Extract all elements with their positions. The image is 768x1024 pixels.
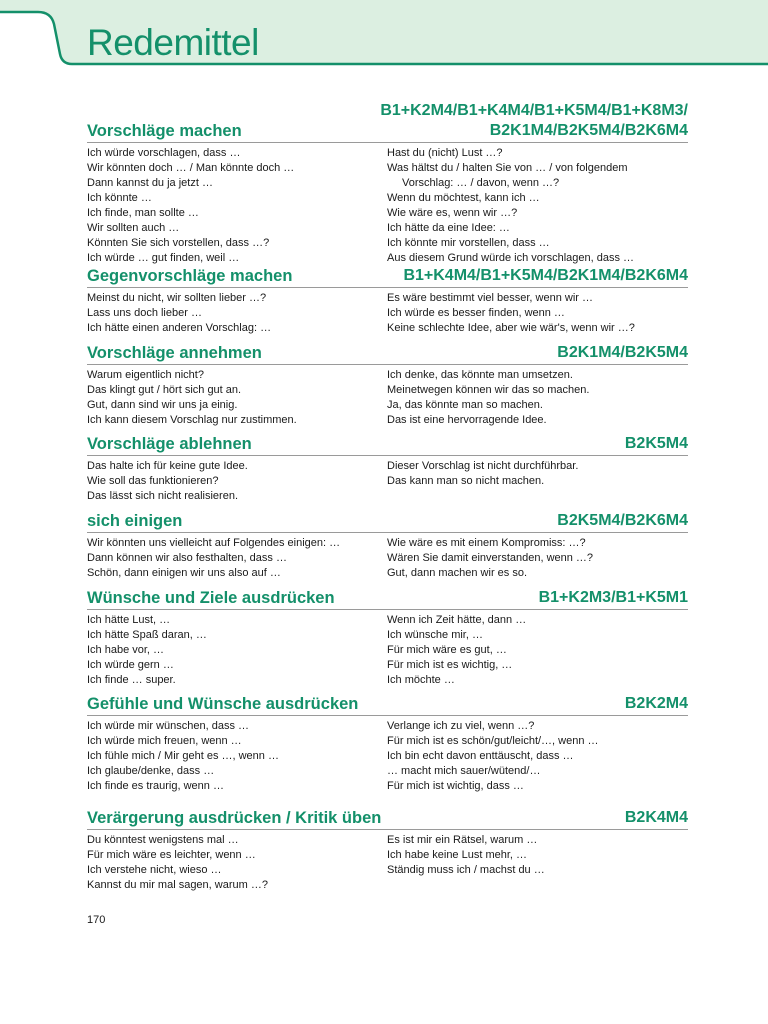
phrase: Ich würde mich freuen, wenn … (87, 735, 242, 747)
phrase: Ich bin echt davon enttäuscht, dass … (387, 750, 574, 762)
phrase: Gut, dann sind wir uns ja einig. (87, 399, 238, 411)
left-column (87, 719, 387, 794)
phrase: Ich würde vorschlagen, dass … (87, 147, 241, 159)
section-header (87, 434, 688, 456)
section-title: Wünsche und Ziele ausdrücken (87, 589, 335, 607)
right-column (387, 146, 688, 266)
phrase: Ich finde, man sollte … (87, 207, 199, 219)
phrase: Wir könnten doch … / Man könnte doch … (87, 162, 295, 174)
phrase: Wie wäre es, wenn wir …? (387, 207, 518, 219)
page-title: Redemittel (87, 22, 259, 63)
phrase: Ich denke, das könnte man umsetzen. (387, 369, 573, 381)
phrase: Ich finde es traurig, wenn … (87, 780, 224, 792)
section-vorschlaege-annehmen (87, 343, 688, 434)
phrase: Ich könnte mir vorstellen, dass … (387, 237, 550, 249)
content (87, 101, 688, 898)
phrase: Lass uns doch lieber … (87, 307, 202, 319)
left-column (87, 146, 387, 266)
left-column (87, 536, 387, 581)
phrase: Wenn ich Zeit hätte, dann … (387, 614, 527, 626)
phrase: Für mich ist es wichtig, … (387, 659, 513, 671)
right-column (387, 291, 688, 336)
section-header (87, 343, 688, 365)
right-column (387, 719, 688, 794)
section-code: B2K1M4/B2K5M4 (557, 344, 688, 361)
phrase: Ich wünsche mir, … (387, 629, 483, 641)
phrase: Es wäre bestimmt viel besser, wenn wir … (387, 292, 594, 304)
phrase: Ich würde … gut finden, weil … (87, 252, 240, 264)
phrase: Was hältst du / halten Sie von … / von folgendem (387, 162, 628, 174)
phrase: Ständig muss ich / machst du … (387, 864, 545, 876)
section-title: Vorschläge machen (87, 122, 242, 140)
phrase: Dieser Vorschlag ist nicht durchführbar. (387, 460, 579, 472)
section-title: Gefühle und Wünsche ausdrücken (87, 695, 359, 713)
phrase: Kannst du mir mal sagen, warum …? (87, 879, 268, 891)
phrase: Für mich wäre es gut, … (387, 644, 507, 656)
phrase: Das halte ich für keine gute Idee. (87, 460, 248, 472)
phrase: Ja, das könnte man so machen. (387, 399, 543, 411)
phrase: Das kann man so nicht machen. (387, 475, 545, 487)
phrase: Wir sollten auch … (87, 222, 180, 234)
right-column (387, 368, 688, 428)
section-sich-einigen (87, 511, 688, 588)
phrase: Ich kann diesem Vorschlag nur zustimmen. (87, 414, 297, 426)
phrase: … macht mich sauer/wütend/… (387, 765, 541, 777)
phrase: Es ist mir ein Rätsel, warum … (387, 834, 538, 846)
section-code (380, 101, 688, 141)
phrase: Dann kannst du ja jetzt … (87, 177, 213, 189)
left-column (87, 613, 387, 688)
phrase: Ich könnte … (87, 192, 152, 204)
left-column (87, 291, 387, 336)
section-title: Verärgerung ausdrücken / Kritik üben (87, 809, 382, 827)
section-header (87, 511, 688, 533)
phrase: Ich habe keine Lust mehr, … (387, 849, 528, 861)
page-header (0, 0, 768, 72)
phrase: Ich hätte Spaß daran, … (87, 629, 207, 641)
phrase: Hast du (nicht) Lust …? (387, 147, 503, 159)
section-code: B1+K4M4/B1+K5M4/B2K1M4/B2K6M4 (403, 267, 688, 284)
phrase: Für mich ist es schön/gut/leicht/…, wenn … (387, 735, 599, 747)
section-code-line: B2K1M4/B2K5M4/B2K6M4 (489, 122, 688, 139)
phrase: Ich finde … super. (87, 674, 176, 686)
phrase: Ich hätte da eine Idee: … (387, 222, 510, 234)
phrase: Wenn du möchtest, kann ich … (387, 192, 540, 204)
phrase: Für mich wäre es leichter, wenn … (87, 849, 256, 861)
section-header (87, 694, 688, 716)
section-header (87, 266, 688, 288)
phrase: Wir könnten uns vielleicht auf Folgendes einigen: … (87, 537, 341, 549)
phrase: Ich hätte einen anderen Vorschlag: … (87, 322, 272, 334)
section-code: B2K4M4 (624, 809, 688, 826)
phrase: Verlange ich zu viel, wenn …? (387, 720, 535, 732)
right-column (387, 833, 688, 893)
right-column (387, 536, 688, 581)
phrase: Meinetwegen können wir das so machen. (387, 384, 590, 396)
section-veraergerung-kritik (87, 808, 688, 898)
phrase: Ich habe vor, … (87, 644, 165, 656)
section-vorschlaege-ablehnen (87, 434, 688, 511)
section-title: Vorschläge ablehnen (87, 435, 252, 453)
phrase: Keine schlechte Idee, aber wie wär's, wenn wir …? (387, 322, 635, 334)
section-title: sich einigen (87, 512, 183, 530)
section-code: B2K5M4/B2K6M4 (557, 512, 688, 529)
left-column (87, 368, 387, 428)
phrase: Das ist eine hervorragende Idee. (387, 414, 547, 426)
phrase: Dann können wir also festhalten, dass … (87, 552, 287, 564)
phrase: Ich glaube/denke, dass … (87, 765, 215, 777)
section-header (87, 101, 688, 143)
phrase: Wie soll das funktionieren? (87, 475, 219, 487)
phrase: Warum eigentlich nicht? (87, 369, 204, 381)
page-number: 170 (87, 914, 106, 926)
right-column (387, 613, 688, 688)
phrase: Das klingt gut / hört sich gut an. (87, 384, 242, 396)
section-gegenvorschlaege-machen (87, 266, 688, 343)
section-header (87, 588, 688, 610)
right-column (387, 459, 688, 504)
phrase: Ich fühle mich / Mir geht es …, wenn … (87, 750, 279, 762)
phrase: Aus diesem Grund würde ich vorschlagen, dass … (387, 252, 635, 264)
section-header (87, 808, 688, 830)
phrase: Meinst du nicht, wir sollten lieber …? (87, 292, 267, 304)
section-code: B1+K2M3/B1+K5M1 (538, 589, 688, 606)
phrase: Das lässt sich nicht realisieren. (87, 490, 239, 502)
section-vorschlaege-machen (87, 101, 688, 266)
phrase: Wären Sie damit einverstanden, wenn …? (387, 552, 594, 564)
phrase: Vorschlag: … / davon, wenn …? (402, 177, 560, 189)
phrase: Ich verstehe nicht, wieso … (87, 864, 222, 876)
phrase: Wie wäre es mit einem Kompromiss: …? (387, 537, 586, 549)
section-title: Gegenvorschläge machen (87, 267, 293, 285)
left-column (87, 459, 387, 504)
phrase: Ich würde mir wünschen, dass … (87, 720, 250, 732)
phrase: Schön, dann einigen wir uns also auf … (87, 567, 281, 579)
phrase: Ich möchte … (387, 674, 455, 686)
phrase: Ich würde gern … (87, 659, 174, 671)
phrase: Du könntest wenigstens mal … (87, 834, 239, 846)
section-code: B2K2M4 (624, 695, 688, 712)
section-code-line: B1+K2M4/B1+K4M4/B1+K5M4/B1+K8M3/ (380, 102, 688, 119)
phrase: Gut, dann machen wir es so. (387, 567, 528, 579)
phrase: Ich hätte Lust, … (87, 614, 171, 626)
section-code: B2K5M4 (624, 435, 688, 452)
section-gefuehle-und-wuensche (87, 694, 688, 808)
section-title: Vorschläge annehmen (87, 344, 262, 362)
phrase: Für mich ist wichtig, dass … (387, 780, 524, 792)
phrase: Könnten Sie sich vorstellen, dass …? (87, 237, 270, 249)
left-column (87, 833, 387, 893)
phrase: Ich würde es besser finden, wenn … (387, 307, 565, 319)
section-wuensche-und-ziele (87, 588, 688, 694)
